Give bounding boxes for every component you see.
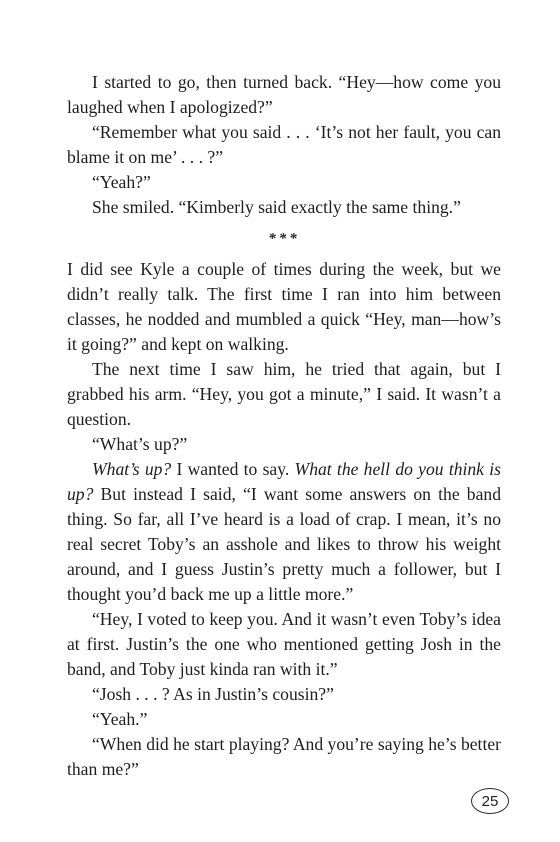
paragraph: “Yeah?”	[92, 172, 151, 192]
page-number: 25	[471, 788, 509, 814]
paragraph: “When did he start playing? And you’re saying he’s better than me?”	[67, 734, 501, 779]
page-body	[67, 70, 501, 782]
italic-thought: What’s up?	[92, 459, 172, 479]
paragraph: She smiled. “Kimberly said exactly the same thing.”	[92, 197, 461, 217]
scene-break: ***	[268, 231, 300, 247]
paragraph: “Remember what you said . . . ‘It’s not her fault, you can blame it on me’ . . . ?”	[67, 122, 501, 167]
paragraph: I did see Kyle a couple of times during the week, but we didn’t really talk. The first time I ran into him between classes, he nodded and mumbled a quick “Hey, man—how’s it going?” and kept on walking.	[67, 259, 501, 354]
paragraph: The next time I saw him, he tried that again, but I grabbed his arm. “Hey, you got a minute,” I said. It wasn’t a question.	[67, 359, 501, 429]
paragraph: “What’s up?”	[92, 434, 188, 454]
paragraph: “Josh . . . ? As in Justin’s cousin?”	[92, 684, 334, 704]
paragraph: I started to go, then turned back. “Hey—how come you laughed when I apologized?”	[67, 72, 501, 117]
paragraph: “Hey, I voted to keep you. And it wasn’t even Toby’s idea at first. Justin’s the one who mentioned getting Josh in the band, and Toby just kinda ran with it.”	[67, 609, 501, 679]
paragraph-text: But instead I said, “I want some answers on the band thing. So far, all I’ve heard is a load of crap. I mean, it’s no real secret Toby’s an asshole and likes to throw his weight around, and I guess Justin’s pretty much a follower, but I thought you’d back me up a little more.”	[67, 484, 501, 604]
italic-thought: What the hell do you think is up?	[67, 459, 501, 504]
paragraph: “Yeah.”	[92, 709, 148, 729]
paragraph-whats-up	[67, 457, 501, 607]
paragraph-text: I wanted to say.	[171, 459, 295, 479]
